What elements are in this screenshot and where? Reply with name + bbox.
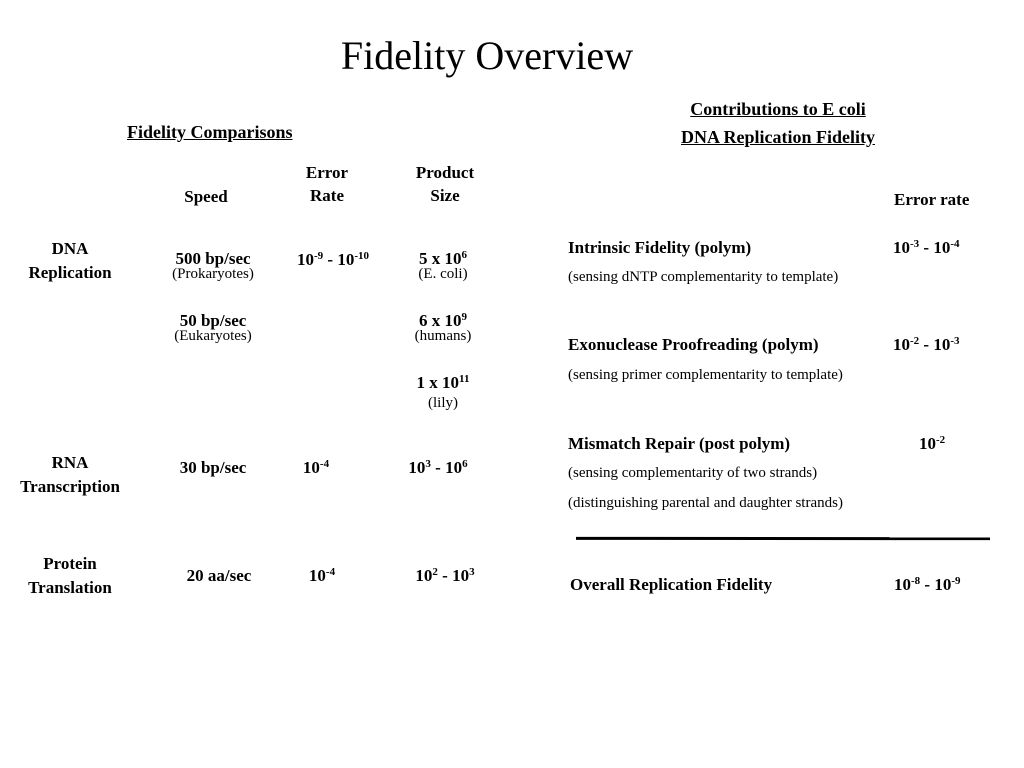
row-label-protein-translation: Protein Translation	[28, 554, 112, 597]
mismatch-repair-rate: $10^{-2}$	[919, 434, 946, 453]
fidelity-comparisons-heading: Fidelity Comparisons	[127, 122, 293, 142]
exonuclease-proofreading-rate: $10^{-2} - 10^{-3}$	[893, 335, 960, 354]
divider-line	[576, 537, 990, 540]
dna-error-rate: $10^{-9} - 10^{-10}$	[296, 250, 369, 269]
dna-size-humans: 6 x $10^9$ (humans)	[414, 311, 472, 344]
dna-speed-prokaryotes: 500 bp/sec (Prokaryotes)	[172, 249, 254, 282]
contributions-heading: Contributions to E coli DNA Replication Fidelity	[681, 99, 875, 147]
intrinsic-fidelity-desc: (sensing dNTP complementarity to template)	[568, 269, 839, 285]
mismatch-repair-desc-2: (distinguishing parental and daughter strands)	[568, 495, 843, 511]
row-label-dna-replication: DNA Replication	[28, 239, 112, 282]
mismatch-repair-label: Mismatch Repair (post polym)	[568, 434, 791, 453]
col-header-speed: Speed	[184, 187, 228, 206]
rna-speed: 30 bp/sec	[179, 458, 247, 477]
protein-product-size: $10^2 - 10^3$	[415, 566, 475, 585]
col-header-product-size: Product Size	[415, 163, 475, 205]
col-header-error-rate: Error Rate	[305, 163, 349, 205]
dna-size-e-coli: 5 x $10^6$ (E. coli)	[418, 249, 468, 282]
page-title: Fidelity Overview	[340, 33, 634, 78]
overall-fidelity-rate: $10^{-8} - 10^{-9}$	[894, 575, 961, 594]
exonuclease-proofreading-label: Exonuclease Proofreading (polym)	[568, 335, 819, 354]
exonuclease-proofreading-desc: (sensing primer complementarity to template)	[568, 367, 843, 383]
mismatch-repair-desc-1: (sensing complementarity of two strands)	[568, 465, 818, 481]
dna-speed-eukaryotes: 50 bp/sec (Eukaryotes)	[174, 311, 252, 344]
col-header-error-rate-right: Error rate	[894, 190, 970, 209]
rna-error-rate: $10^{-4}$	[302, 458, 330, 477]
dna-size-lily: 1 x $10^{11}$ (lily)	[416, 373, 470, 411]
protein-speed: 20 aa/sec	[186, 566, 252, 585]
protein-error-rate: $10^{-4}$	[308, 566, 336, 585]
row-label-rna-transcription: RNA Transcription	[20, 453, 120, 496]
intrinsic-fidelity-label: Intrinsic Fidelity (polym)	[568, 238, 752, 257]
intrinsic-fidelity-rate: $10^{-3} - 10^{-4}$	[893, 238, 960, 257]
overall-fidelity-label: Overall Replication Fidelity	[570, 575, 773, 594]
rna-product-size: $10^3 - 10^6$	[408, 458, 468, 477]
